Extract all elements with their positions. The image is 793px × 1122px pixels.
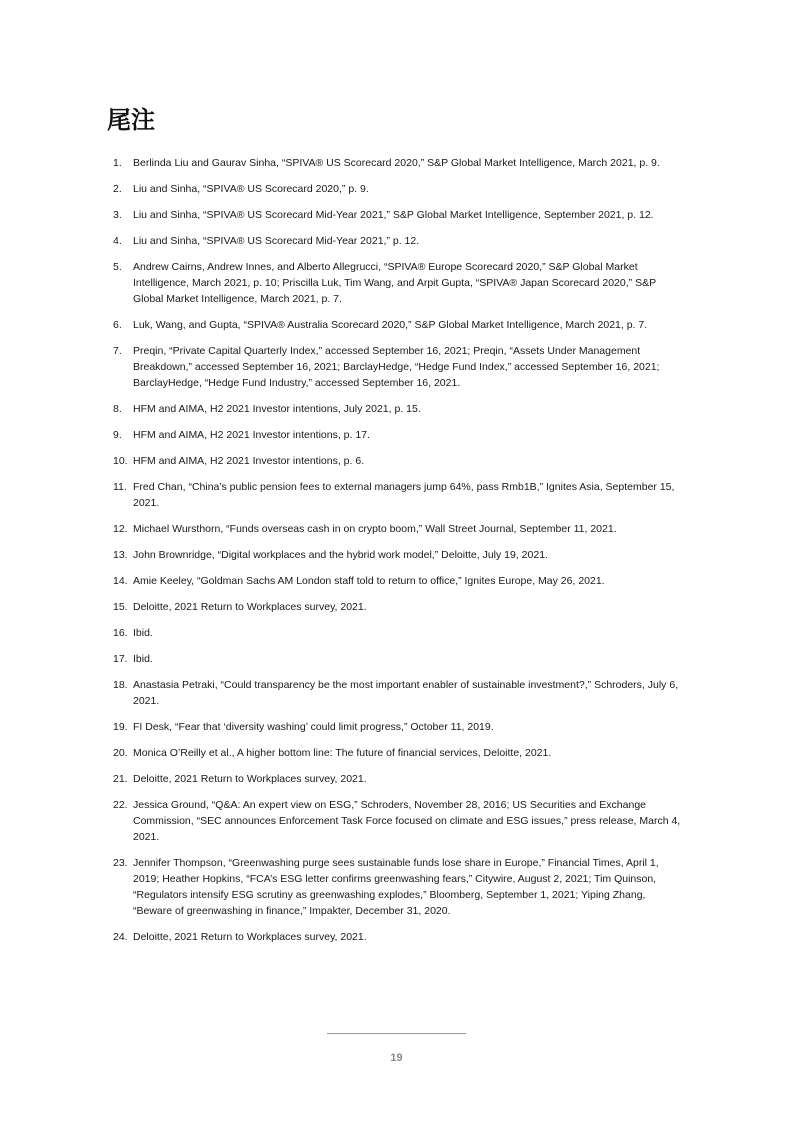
endnote-number <box>107 233 133 249</box>
page-title: 尾注 <box>107 106 155 134</box>
endnote-item <box>107 599 687 615</box>
endnote-number <box>107 855 133 919</box>
endnote-text: Fred Chan, “China’s public pension fees to external managers jump 64%, pass Rmb1B,” Ignites Asia, September 15, 2021. <box>133 481 675 509</box>
endnote-item <box>107 181 687 197</box>
endnote-item <box>107 719 687 735</box>
endnote-item <box>107 625 687 641</box>
endnote-text: Deloitte, 2021 Return to Workplaces survey, 2021. <box>133 773 367 785</box>
endnote-number <box>107 677 133 709</box>
endnote-number <box>107 453 133 469</box>
endnote-item <box>107 453 687 469</box>
endnote-number-label: 24. <box>113 931 128 943</box>
endnote-number <box>107 547 133 563</box>
endnote-number-label: 23. <box>113 857 128 869</box>
endnote-number <box>107 427 133 443</box>
endnote-number <box>107 929 133 945</box>
endnote-number-label: 9. <box>113 429 122 441</box>
endnote-number-label: 21. <box>113 773 128 785</box>
endnote-number <box>107 181 133 197</box>
endnote-number <box>107 155 133 171</box>
endnote-item <box>107 547 687 563</box>
endnote-number-label: 19. <box>113 721 128 733</box>
endnote-number <box>107 573 133 589</box>
endnote-text: Liu and Sinha, “SPIVA® US Scorecard Mid-Year 2021,” p. 12. <box>133 235 420 247</box>
endnote-item <box>107 259 687 307</box>
endnote-number <box>107 521 133 537</box>
endnote-text: FI Desk, “Fear that ‘diversity washing’ could limit progress,” October 11, 2019. <box>133 721 494 733</box>
endnote-item <box>107 677 687 709</box>
endnote-number-label: 16. <box>113 627 128 639</box>
endnote-number-label: 5. <box>113 261 122 273</box>
endnote-item <box>107 797 687 845</box>
endnote-item <box>107 155 687 171</box>
endnote-item <box>107 745 687 761</box>
endnote-text: Anastasia Petraki, “Could transparency be the most important enabler of sustainable investment?,” Schroders, July 6, 2021. <box>133 679 679 707</box>
endnote-item <box>107 855 687 919</box>
endnote-text: HFM and AIMA, H2 2021 Investor intentions, July 2021, p. 15. <box>133 403 421 415</box>
endnote-number-label: 4. <box>113 235 122 247</box>
endnote-number-label: 6. <box>113 319 122 331</box>
endnote-number-label: 14. <box>113 575 128 587</box>
endnote-number <box>107 745 133 761</box>
endnote-number-label: 3. <box>113 209 122 221</box>
endnote-text: Berlinda Liu and Gaurav Sinha, “SPIVA® US Scorecard 2020,” S&P Global Market Intelligence, March 2021, p. 9. <box>133 157 660 169</box>
endnote-item <box>107 651 687 667</box>
endnote-text: Liu and Sinha, “SPIVA® US Scorecard 2020,” p. 9. <box>133 183 369 195</box>
endnote-item <box>107 343 687 391</box>
endnote-text: Luk, Wang, and Gupta, “SPIVA® Australia Scorecard 2020,” S&P Global Market Intelligence, March 2021, p. 7. <box>133 319 648 331</box>
endnote-number <box>107 259 133 307</box>
endnote-number-label: 2. <box>113 183 122 195</box>
endnote-item <box>107 479 687 511</box>
endnote-text: Liu and Sinha, “SPIVA® US Scorecard Mid-Year 2021,” S&P Global Market Intelligence, September 2021, p. 12. <box>133 209 654 221</box>
endnote-number-label: 22. <box>113 799 128 811</box>
endnote-text: Jennifer Thompson, “Greenwashing purge sees sustainable funds lose share in Europe,” Financial Times, April 1, 2019; Heather Hopkins, “FCA’s ESG letter confirms greenwashing fears,” Citywire, August 2, 2021; Tim Quinson, “Regulators intensify ESG scrutiny as greenwashing explodes,” Bloomberg, September 1, 2021; Yiping Zhang, “Beware of greenwashing in finance,” Impakter, December 31, 2020. <box>133 857 659 917</box>
endnote-item <box>107 771 687 787</box>
endnote-number <box>107 651 133 667</box>
endnote-number-label: 7. <box>113 345 122 357</box>
endnote-number-label: 10. <box>113 455 128 467</box>
endnote-number-label: 20. <box>113 747 128 759</box>
endnote-item <box>107 427 687 443</box>
endnote-item <box>107 207 687 223</box>
endnote-number <box>107 771 133 787</box>
endnote-number <box>107 479 133 511</box>
endnote-text: John Brownridge, “Digital workplaces and the hybrid work model,” Deloitte, July 19, 2021. <box>133 549 548 561</box>
footer-divider <box>327 1033 466 1034</box>
endnote-text: Deloitte, 2021 Return to Workplaces survey, 2021. <box>133 931 367 943</box>
endnote-number <box>107 317 133 333</box>
endnote-number <box>107 719 133 735</box>
endnote-number <box>107 625 133 641</box>
endnote-number-label: 8. <box>113 403 122 415</box>
endnote-text: Michael Wursthorn, “Funds overseas cash in on crypto boom,” Wall Street Journal, September 11, 2021. <box>133 523 617 535</box>
endnote-number <box>107 401 133 417</box>
endnote-number-label: 18. <box>113 679 128 691</box>
endnote-number-label: 11. <box>113 481 127 493</box>
endnote-text: HFM and AIMA, H2 2021 Investor intentions, p. 6. <box>133 455 365 467</box>
endnote-number-label: 15. <box>113 601 128 613</box>
endnote-text: Ibid. <box>133 653 153 665</box>
endnote-number <box>107 797 133 845</box>
endnote-text: Monica O’Reilly et al., A higher bottom line: The future of financial services, Deloitte, 2021. <box>133 747 552 759</box>
endnote-text: Deloitte, 2021 Return to Workplaces survey, 2021. <box>133 601 367 613</box>
endnote-number <box>107 343 133 391</box>
page-number: 19 <box>390 1052 403 1064</box>
endnote-text: Andrew Cairns, Andrew Innes, and Alberto Allegrucci, “SPIVA® Europe Scorecard 2020,” S&P Global Market Intelligence, March 2021, p. 10; Priscilla Luk, Tim Wang, and Arpit Gupta, “SPIVA® Japan Scorecard 2020,” S&P Global Market Intelligence, March 2021, p. 7. <box>133 261 656 305</box>
endnote-number-label: 12. <box>113 523 128 535</box>
endnote-text: Ibid. <box>133 627 153 639</box>
endnotes-list <box>107 155 687 955</box>
endnote-number <box>107 599 133 615</box>
endnote-text: HFM and AIMA, H2 2021 Investor intentions, p. 17. <box>133 429 370 441</box>
endnote-item <box>107 401 687 417</box>
endnote-item <box>107 233 687 249</box>
endnote-item <box>107 929 687 945</box>
endnote-item <box>107 317 687 333</box>
endnote-number-label: 13. <box>113 549 128 561</box>
endnote-number-label: 1. <box>113 157 122 169</box>
endnote-text: Jessica Ground, “Q&A: An expert view on ESG,” Schroders, November 28, 2016; US Securities and Exchange Commission, “SEC announces Enforcement Task Force focused on climate and ESG issues,” press release, March 4, 2021. <box>133 799 681 843</box>
endnote-number-label: 17. <box>113 653 128 665</box>
endnote-text: Preqin, “Private Capital Quarterly Index,” accessed September 16, 2021; Preqin, “Assets Under Management Breakdown,” accessed September 16, 2021; BarclayHedge, “Hedge Fund Index,” accessed September 16, 2021; BarclayHedge, “Hedge Fund Industry,” accessed September 16, 2021. <box>133 345 660 389</box>
endnote-text: Amie Keeley, “Goldman Sachs AM London staff told to return to office,” Ignites Europe, May 26, 2021. <box>133 575 605 587</box>
endnote-item <box>107 573 687 589</box>
endnote-number <box>107 207 133 223</box>
endnote-item <box>107 521 687 537</box>
